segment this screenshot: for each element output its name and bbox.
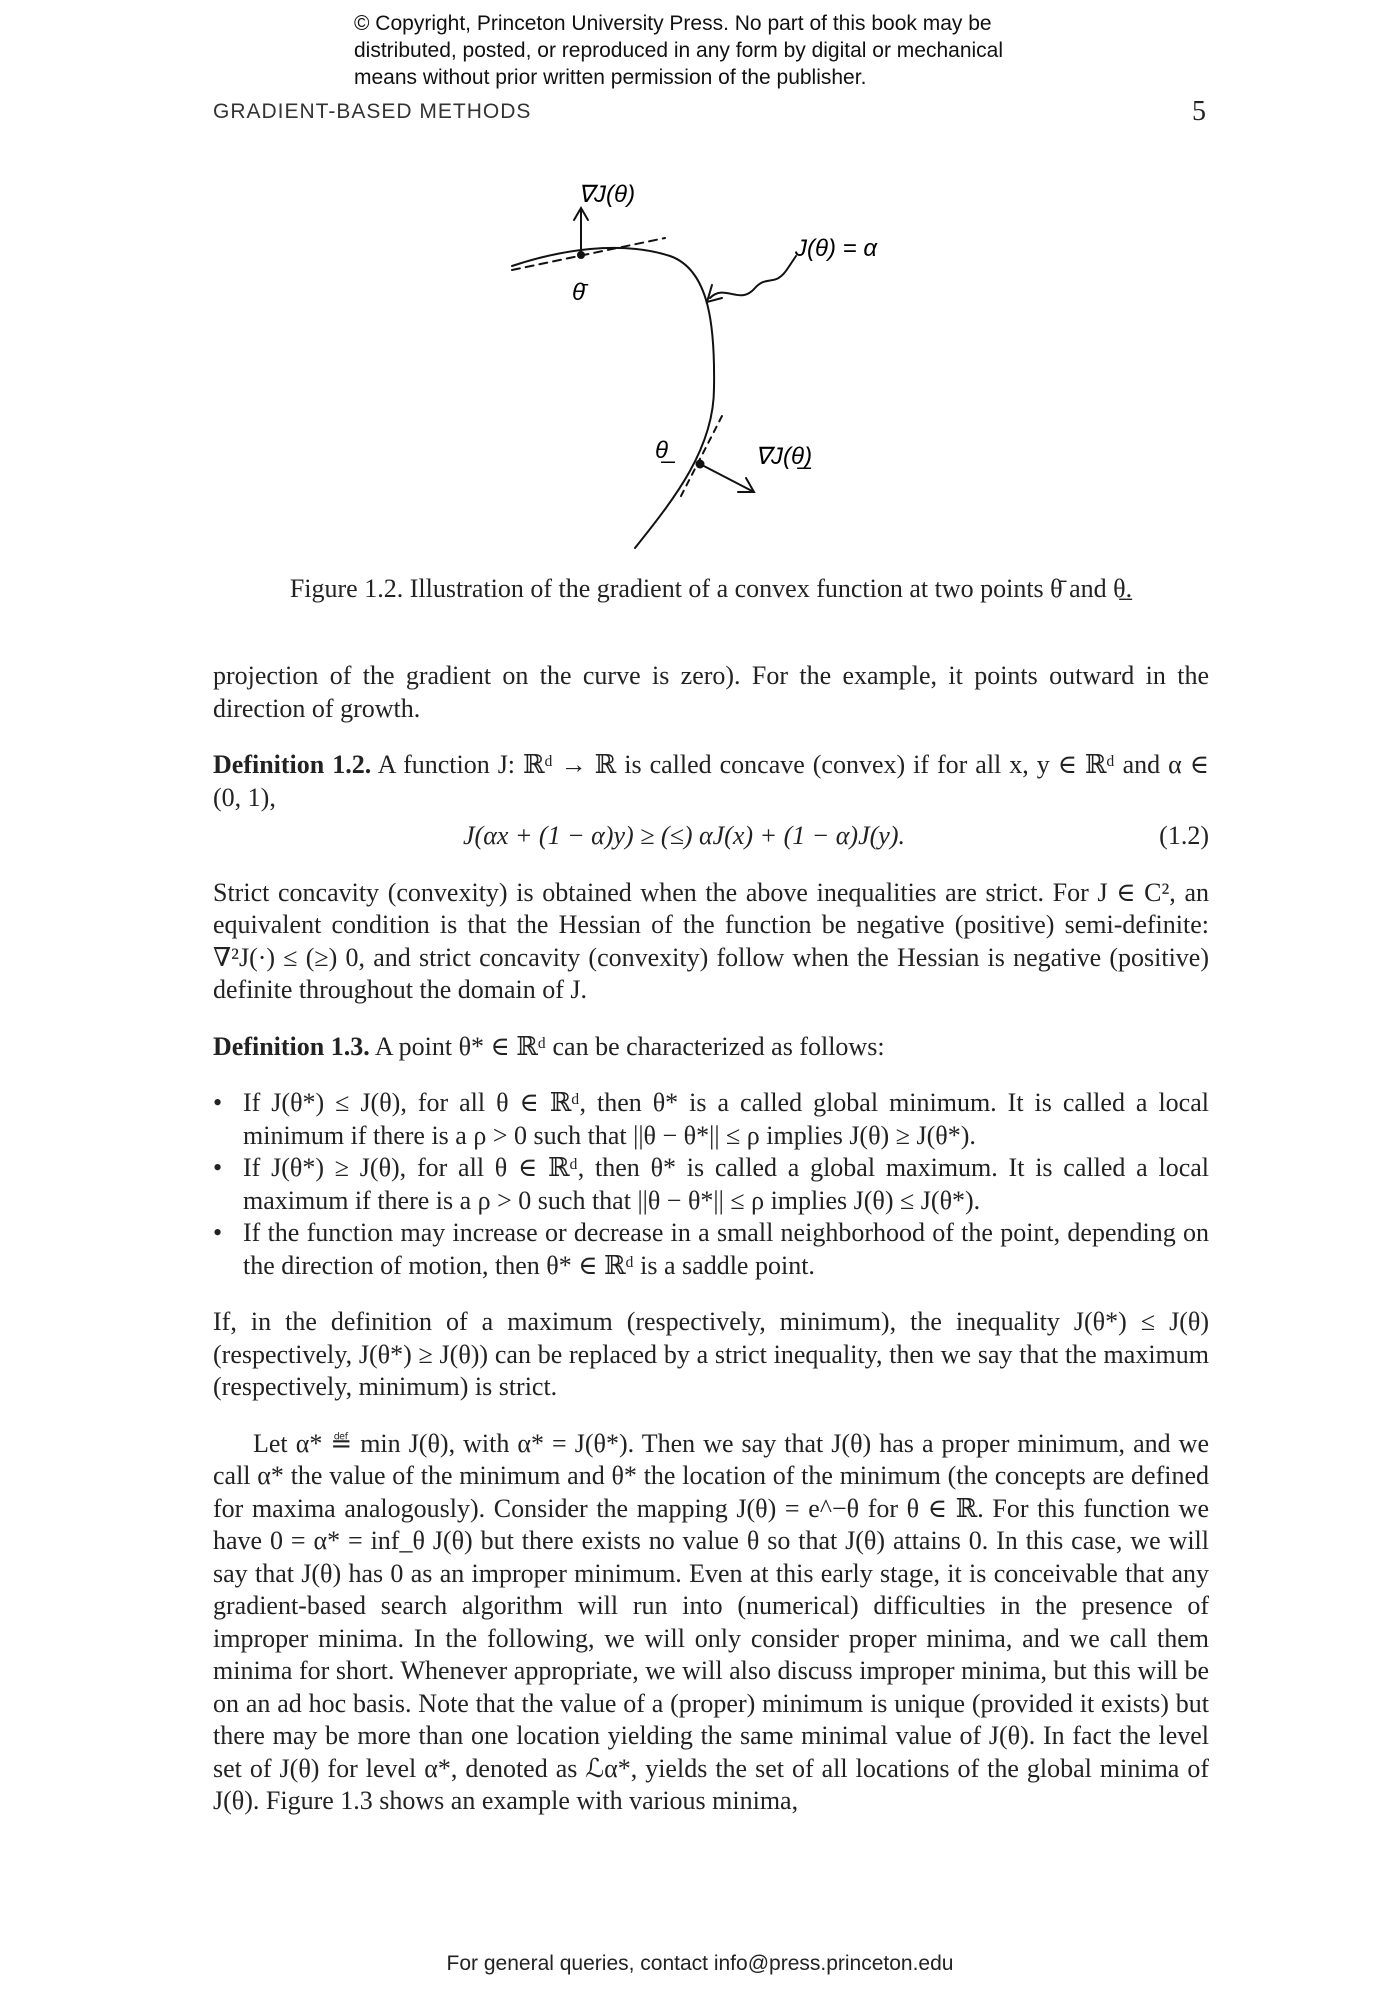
definition-head: Definition 1.3. — [213, 1031, 370, 1061]
definition-text: A point θ* ∈ ℝᵈ can be characterized as follows: — [374, 1031, 885, 1061]
body-text — [213, 660, 1209, 1842]
page-number: 5 — [1192, 96, 1206, 127]
definition-text: A function J: ℝᵈ → ℝ is called concave (convex) if for all x, y ∈ ℝᵈ and α ∈ (0, 1), — [213, 750, 1209, 812]
paragraph-intro: projection of the gradient on the curve is zero). For the example, it points outward in the direction of growth. — [213, 661, 1209, 723]
copyright-line: © Copyright, Princeton University Press. No part of this book may be — [354, 12, 992, 35]
figure-caption: Figure 1.2. Illustration of the gradient of a convex function at two points θ̄ and θ̲. — [289, 574, 1133, 603]
copyright-notice — [354, 10, 1114, 91]
definition-list — [213, 1087, 1209, 1282]
label-theta-bar: θ̄ — [572, 279, 586, 306]
paragraph-strict-max: If, in the definition of a maximum (respectively, minimum), the inequality J(θ*) ≤ J(θ) (respectively, J(θ*) ≥ J(θ)) can be replaced by a strict inequality, then we say that the maximum (respectively, minimum) is strict. — [213, 1307, 1209, 1401]
list-item: • If the function may increase or decrease in a small neighborhood of the point, depending on the direction of motion, then θ* ∈ ℝᵈ is a saddle point. — [243, 1217, 1209, 1282]
equation-1-2 — [213, 820, 1209, 853]
label-grad-bottom: ∇J(θ̲) — [755, 443, 813, 470]
gradient-arrow-bottom — [700, 464, 752, 491]
point-theta-under — [696, 460, 705, 469]
list-item: • If J(θ*) ≥ J(θ), for all θ ∈ ℝᵈ, then θ* is called a global maximum. It is called a local maximum if there is a ρ > 0 such that ||θ − θ*|| ≤ ρ implies J(θ) ≤ J(θ*). — [243, 1152, 1209, 1217]
point-theta-bar — [577, 251, 585, 259]
tangent-line-top — [512, 238, 665, 270]
gradient-figure — [500, 178, 920, 558]
equation-number: (1.2) — [1159, 821, 1209, 850]
level-curve — [512, 248, 714, 548]
running-head: GRADIENT-BASED METHODS — [213, 100, 532, 123]
footer-contact: For general queries, contact info@press.princeton.edu — [446, 1952, 954, 1975]
definition-1-2 — [213, 749, 1209, 814]
definition-head: Definition 1.2. — [213, 750, 372, 779]
label-theta-under: θ̲ — [655, 437, 669, 464]
definition-1-3 — [213, 1031, 1209, 1064]
label-grad-top: ∇J(θ) — [578, 181, 636, 208]
copyright-line: distributed, posted, or reproduced in any form by digital or mechanical — [354, 39, 1004, 62]
paragraph-strict: Strict concavity (convexity) is obtained when the above inequalities are strict. For J ∈ C², an equivalent condition is that the Hessian of the function be negative (positive) semi-definite: ∇²J(·) ≤ (≥) 0, and strict concavity (convexity) follow when the Hessian is negative (positive) definite throughout the domain of J. — [213, 877, 1209, 1004]
copyright-line: means without prior written permission of the publisher. — [354, 66, 867, 89]
label-level-set: J(θ) = α — [795, 235, 878, 262]
list-item: • If J(θ*) ≤ J(θ), for all θ ∈ ℝᵈ, then θ* is a called global minimum. It is called a local minimum if there is a ρ > 0 such that ||θ − θ*|| ≤ ρ implies J(θ) ≥ J(θ*). — [243, 1087, 1209, 1152]
tangent-line-bottom — [680, 416, 722, 498]
paragraph-proper-minimum: Let α* ≝ min J(θ), with α* = J(θ*). Then we say that J(θ) has a proper minimum, and we call α* the value of the minimum and θ* the location of the minimum (the concepts are defined for maxima analogously). Consider the mapping J(θ) = e^−θ for θ ∈ ℝ. For this function we have 0 = α* = inf_θ J(θ) but there exists no value θ so that J(θ) attains 0. In this case, we will say that J(θ) has 0 as an improper minimum. Even at this early stage, it is conceivable that any gradient-based search algorithm will run into (numerical) difficulties in the presence of improper minima. In the following, we will only consider proper minima, and we call them minima for short. Whenever appropriate, we will also discuss improper minima, but this will be on an ad hoc basis. Note that the value of a (proper) minimum is unique (provided it exists) but there may be more than one location yielding the same minimal value of J(θ). In fact the level set of J(θ) for level α*, denoted as ℒα*, yields the set of all locations of the global minima of J(θ). Figure 1.3 shows an example with various minima, — [213, 1428, 1209, 1815]
pointer-curve — [710, 256, 796, 298]
equation-body: J(αx + (1 − α)y) ≥ (≤) αJ(x) + (1 − α)J(y). — [463, 821, 905, 850]
